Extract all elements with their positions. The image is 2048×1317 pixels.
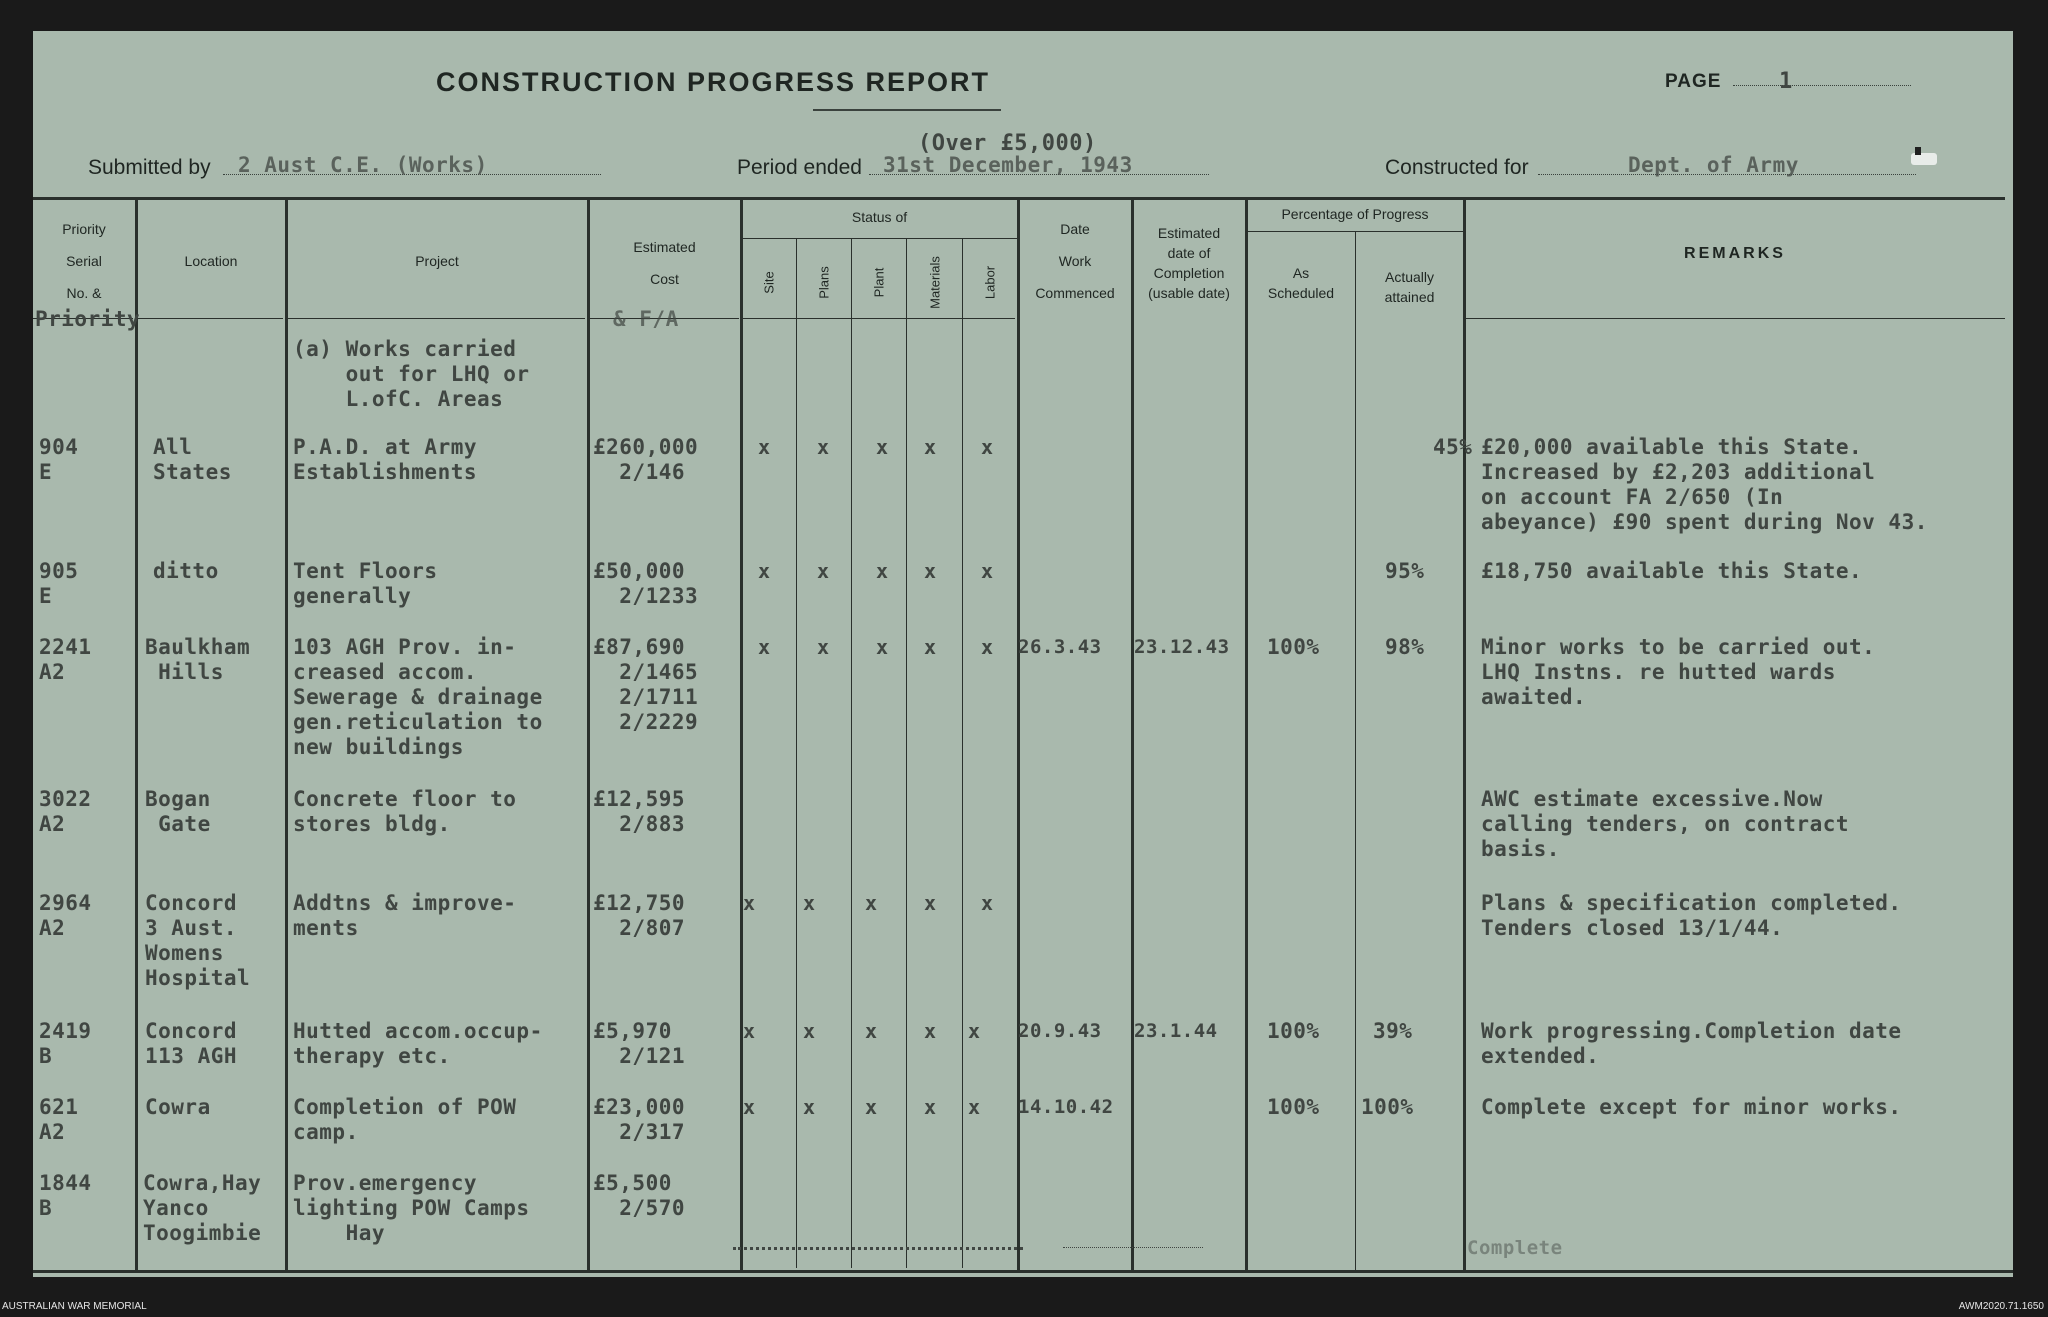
row-status-materials: x (924, 1095, 937, 1119)
report-sheet (33, 31, 2013, 1277)
row-status-labor: x (981, 435, 994, 459)
bottom-complete-note: Complete (1467, 1237, 1563, 1259)
col-divider-priority (135, 199, 138, 1271)
row-status-plans: x (803, 1019, 816, 1043)
header-status-plans: Plans (816, 266, 832, 299)
header-status-labor: Labor (982, 265, 998, 300)
row-scheduled: 100% (1267, 1095, 1320, 1119)
row-status-site: x (758, 635, 771, 659)
row-status-site: x (743, 1019, 756, 1043)
status-divider-3 (906, 238, 907, 1268)
row-status-plant: x (876, 435, 889, 459)
row-commenced: 20.9.43 (1018, 1020, 1102, 1042)
clip-shadow (1915, 147, 1921, 155)
constructed-for-label: Constructed for (1385, 156, 1529, 179)
col-divider-completion (1245, 199, 1248, 1271)
row-cost: £87,690 2/1465 2/1711 2/2229 (593, 635, 699, 734)
status-divider-2 (851, 238, 852, 1268)
row-commenced: 26.3.43 (1018, 636, 1102, 658)
header-rule-project (287, 318, 585, 319)
row-status-materials: x (924, 1019, 937, 1043)
row-project: P.A.D. at Army Establishments (293, 435, 478, 484)
row-status-materials: x (924, 891, 937, 915)
header-percentage-progress: Percentage of Progress (1281, 206, 1429, 222)
row-status-plans: x (803, 891, 816, 915)
row-attained: 100% (1361, 1095, 1414, 1119)
row-commenced: 14.10.42 (1018, 1096, 1114, 1118)
row-serial: 2241 A2 (39, 635, 92, 684)
footer-right-accession: AWM2020.71.1650 (1958, 1301, 2044, 1312)
row-location: Baulkham Hills (145, 635, 251, 684)
row-status-plant: x (865, 1095, 878, 1119)
row-location: Cowra,Hay Yanco Toogimbie (143, 1171, 262, 1245)
row-completion: 23.12.43 (1134, 636, 1230, 658)
percent-group-rule (1245, 231, 1463, 232)
header-status-site: Site (761, 271, 777, 294)
row-remarks: AWC estimate excessive.Now calling tenders, on contract basis. (1481, 787, 1850, 861)
row-remarks: £20,000 available this State. Increased by £2,203 additional on account FA 2/650 (In abeyance) £90 spent during Nov 43. (1481, 435, 1928, 534)
row-status-plant: x (865, 891, 878, 915)
row-cost: £12,595 2/883 (593, 787, 686, 836)
footer-left-credit: AUSTRALIAN WAR MEMORIAL (2, 1301, 147, 1312)
submitted-by-value: 2 Aust C.E. (Works) (238, 153, 488, 177)
row-serial: 905 E (39, 559, 79, 608)
row-status-site: x (743, 891, 756, 915)
header-priority-typed: Priority (35, 307, 141, 331)
status-dotted-fill (733, 1247, 1023, 1250)
row-attained: 39% (1373, 1019, 1413, 1043)
status-divider-1 (796, 238, 797, 1268)
row-project: Concrete floor to stores bldg. (293, 787, 517, 836)
header-as-scheduled: As Scheduled (1267, 265, 1335, 301)
row-location: Concord 3 Aust. Womens Hospital (145, 891, 251, 990)
col-divider-project (587, 199, 590, 1271)
row-project: Completion of POW camp. (293, 1095, 517, 1144)
row-project: Prov.emergency lighting POW Camps Hay (293, 1171, 530, 1245)
row-status-labor: x (981, 635, 994, 659)
row-status-plans: x (817, 635, 830, 659)
row-remarks: £18,750 available this State. (1481, 559, 1863, 583)
row-status-site: x (758, 559, 771, 583)
header-status-materials: Materials (927, 256, 943, 309)
row-serial: 2419 B (39, 1019, 92, 1068)
row-status-materials: x (924, 435, 937, 459)
header-status-of: Status of (851, 209, 908, 225)
row-location: Cowra (145, 1095, 211, 1119)
row-attained: 98% (1385, 635, 1425, 659)
row-cost: £5,500 2/570 (593, 1171, 686, 1220)
row-status-labor: x (981, 559, 994, 583)
date-dotted-fill (1063, 1247, 1203, 1248)
page-dotted-line (1733, 85, 1911, 86)
row-status-plans: x (817, 435, 830, 459)
row-project: Hutted accom.occup- therapy etc. (293, 1019, 543, 1068)
period-ended-value: 31st December, 1943 (883, 153, 1133, 177)
row-scheduled: 100% (1267, 1019, 1320, 1043)
col-divider-percent (1463, 199, 1466, 1271)
row-serial: 3022 A2 (39, 787, 92, 836)
over-amount-note: (Over £5,000) (918, 131, 1097, 156)
title-underline (813, 109, 1001, 111)
row-project: Tent Floors generally (293, 559, 438, 608)
row-cost: £12,750 2/807 (593, 891, 686, 940)
col-divider-location (285, 199, 288, 1271)
row-remarks: Plans & specification completed. Tenders closed 13/1/44. (1481, 891, 1902, 940)
row-project: 103 AGH Prov. in- creased accom. Sewerage & drainage gen.reticulation to new buildings (293, 635, 543, 759)
page-label: PAGE (1665, 71, 1722, 92)
header-rule-remarks (1465, 318, 2005, 319)
status-divider-4 (962, 238, 963, 1268)
row-attained: 45% (1433, 435, 1473, 459)
row-status-plans: x (803, 1095, 816, 1119)
row-serial: 1844 B (39, 1171, 92, 1220)
row-scheduled: 100% (1267, 635, 1320, 659)
row-location: All States (153, 435, 232, 484)
table-bottom-rule (33, 1270, 2013, 1273)
row-status-plant: x (876, 635, 889, 659)
header-actually-attained: Actually attained (1384, 269, 1435, 305)
row-status-plant: x (876, 559, 889, 583)
row-remarks: Minor works to be carried out. LHQ Instns. re hutted wards awaited. (1481, 635, 1876, 709)
row-status-site: x (743, 1095, 756, 1119)
col-divider-scheduled (1355, 231, 1356, 1271)
row-remarks: Work progressing.Completion date extended. (1481, 1019, 1902, 1068)
header-project: Project (415, 253, 459, 269)
row-attained: 95% (1385, 559, 1425, 583)
row-status-labor: x (968, 1019, 981, 1043)
row-location: Concord 113 AGH (145, 1019, 238, 1068)
submitted-by-label: Submitted by (88, 156, 211, 179)
row-cost: £5,970 2/121 (593, 1019, 686, 1068)
row-project: Addtns & improve- ments (293, 891, 517, 940)
constructed-for-value: Dept. of Army (1628, 153, 1799, 177)
row-status-plant: x (865, 1019, 878, 1043)
row-status-site: x (758, 435, 771, 459)
header-date-commenced: Date Work Commenced (1035, 221, 1115, 301)
row-serial: 2964 A2 (39, 891, 92, 940)
row-status-labor: x (968, 1095, 981, 1119)
header-estimated-cost: Estimated Cost (633, 239, 696, 287)
row-cost: £23,000 2/317 (593, 1095, 686, 1144)
header-rule-location (137, 318, 283, 319)
row-serial: 904 E (39, 435, 79, 484)
header-priority: Priority Serial No. & (62, 221, 106, 301)
page-number: 1 (1779, 69, 1793, 94)
header-estimated-completion: Estimated date of Completion (usable date) (1148, 225, 1230, 301)
row-cost: £50,000 2/1233 (593, 559, 699, 608)
row-cost: £260,000 2/146 (593, 435, 699, 484)
header-status-plant: Plant (871, 267, 887, 298)
row-location: Bogan Gate (145, 787, 211, 836)
header-remarks: REMARKS (1684, 245, 1786, 262)
report-title: CONSTRUCTION PROGRESS REPORT (435, 67, 991, 97)
row-serial: 621 A2 (39, 1095, 79, 1144)
header-cost-typed: & F/A (613, 307, 679, 331)
col-divider-commenced (1131, 199, 1134, 1271)
section-a-label: (a) Works carried out for LHQ or L.ofC. Areas (293, 337, 530, 411)
row-remarks: Complete except for minor works. (1481, 1095, 1902, 1119)
row-status-labor: x (981, 891, 994, 915)
row-completion: 23.1.44 (1134, 1020, 1218, 1042)
row-location: ditto (153, 559, 219, 583)
row-status-plans: x (817, 559, 830, 583)
row-status-materials: x (924, 635, 937, 659)
status-group-rule (740, 238, 1017, 239)
period-ended-label: Period ended (737, 156, 862, 179)
row-status-materials: x (924, 559, 937, 583)
header-location: Location (184, 253, 238, 269)
